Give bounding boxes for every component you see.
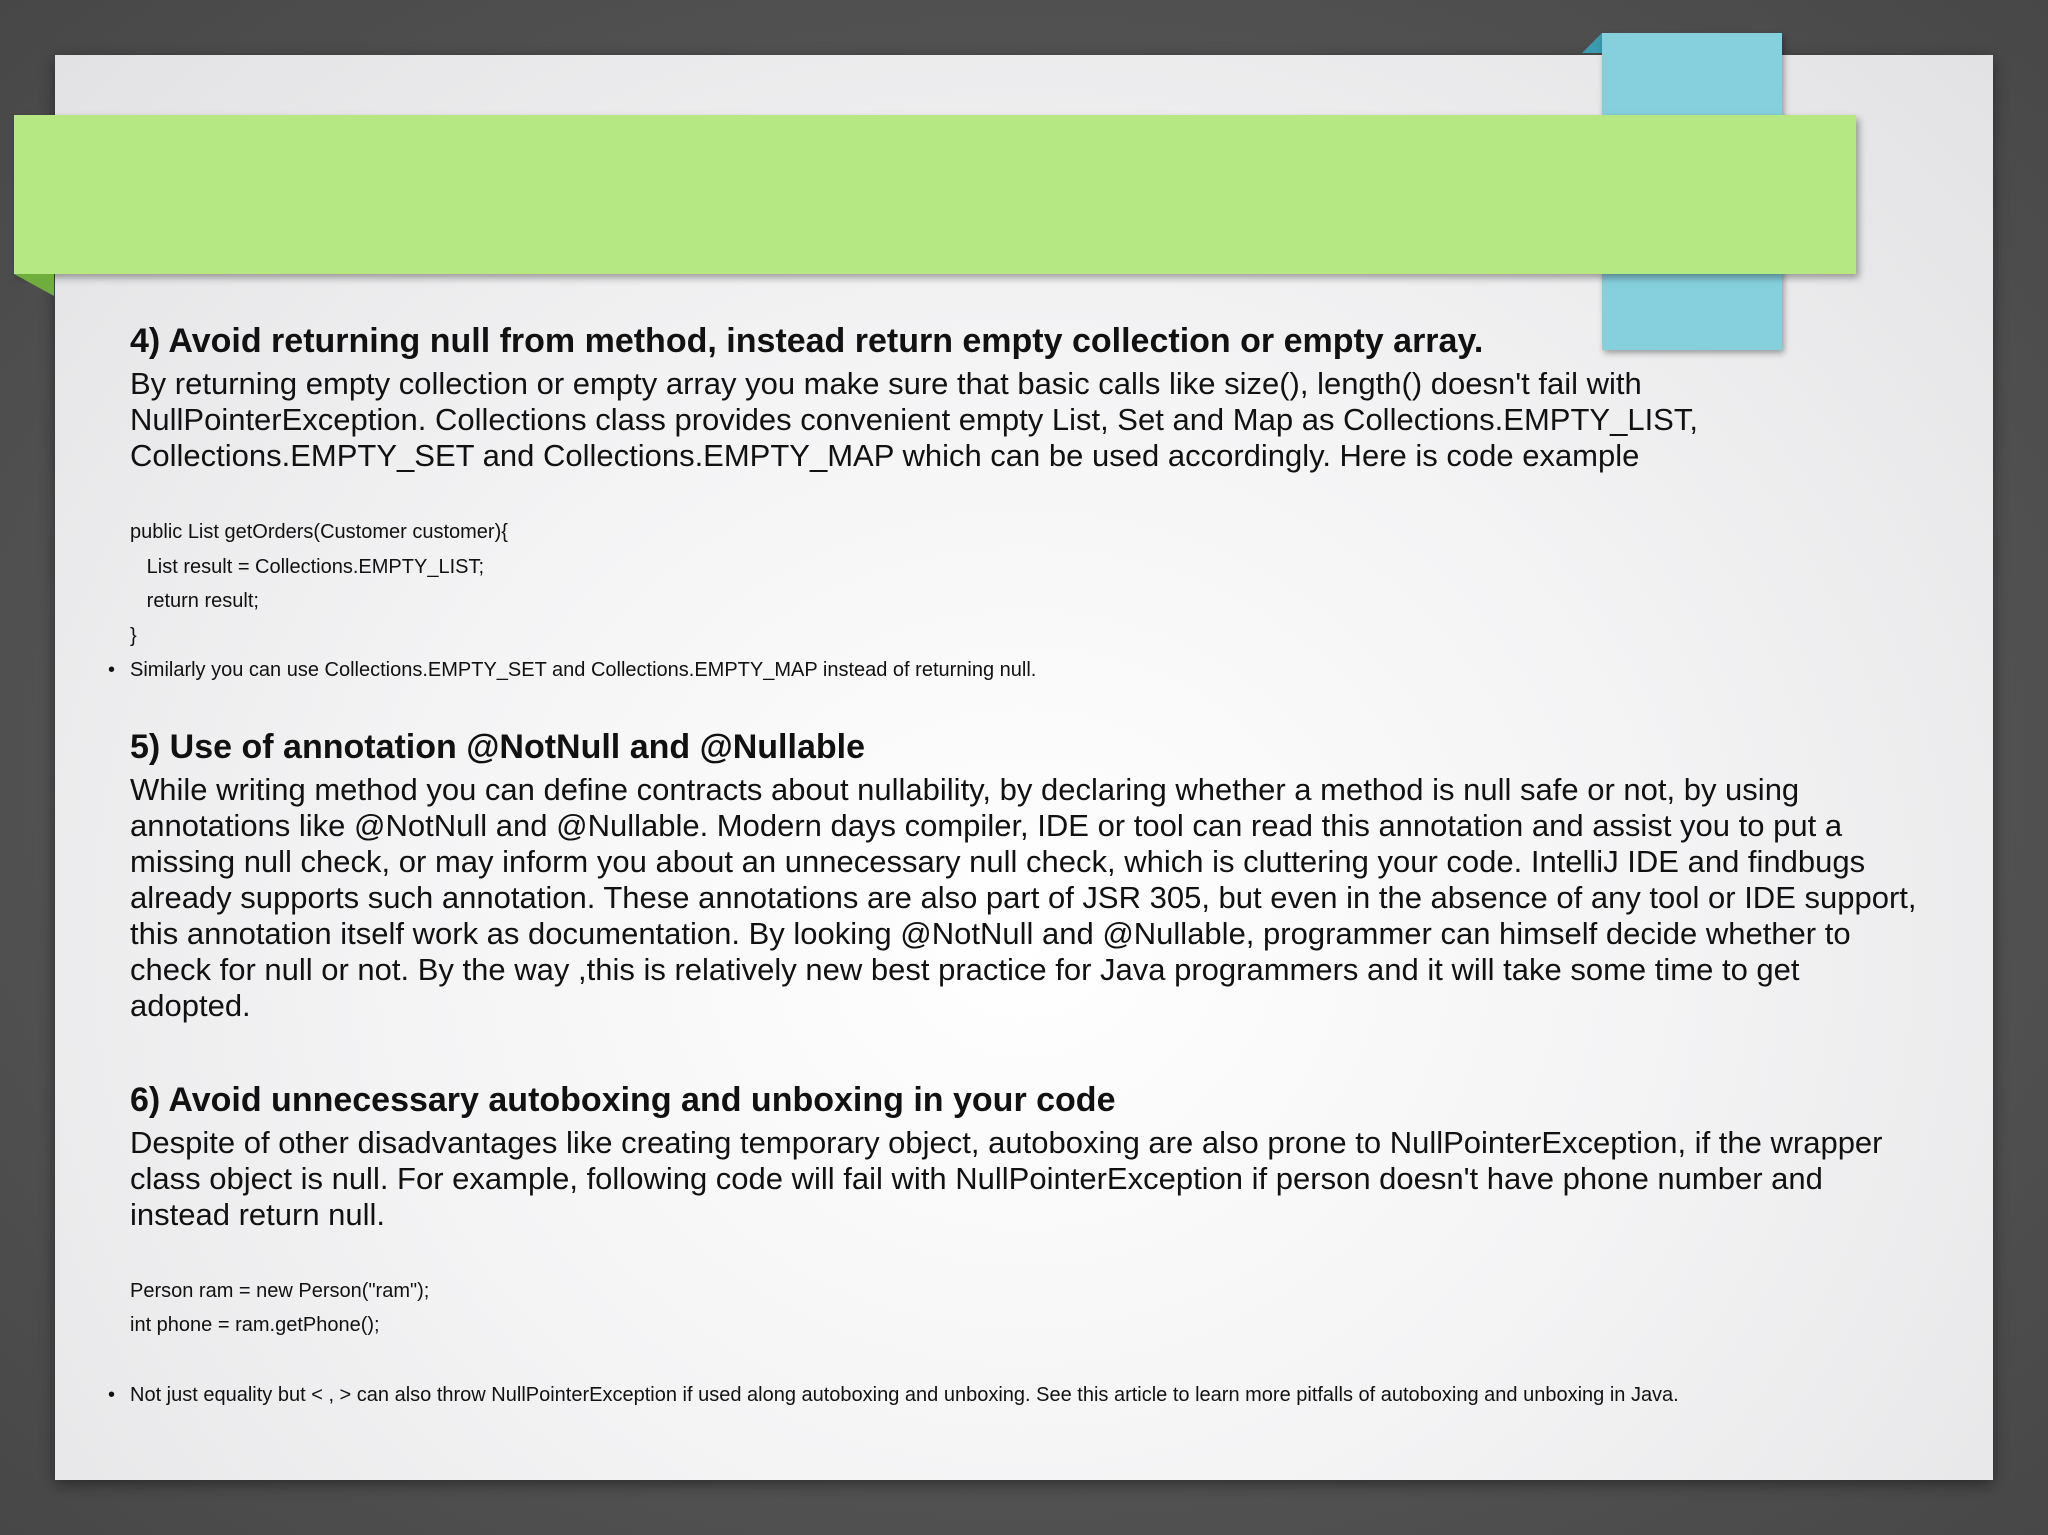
bullet-text: Not just equality but < , > can also throw NullPointerException if used along autoboxing and unboxing. See this article to learn more pitfalls of autoboxing and unboxing in Java. (130, 1383, 1679, 1406)
section-4-body: By returning empty collection or empty array you make sure that basic calls like size(), length() doesn't fail with NullPointerException. Collections class provides convenient empty List, Set and Map as Collections.EMPTY_LIST, Collections.EMPTY_SET and Collections.EMPTY_MAP which can be used accordingly. Here is code example (130, 366, 1698, 473)
bullet-dot-icon: • (108, 659, 116, 681)
code-line: } (130, 624, 137, 647)
blue-tab-fold (1582, 33, 1602, 53)
section-5-body: While writing method you can define contracts about nullability, by declaring whether a method is null safe or not, by using annotations like @NotNull and @Nullable. Modern days compiler, IDE or tool can read this annotation and assist you to put a missing null check, or may inform you about an unnecessary null check, which is cluttering your code. IntelliJ IDE and findbugs already supports such annotation. These annotations are also part of JSR 305, but even in the absence of any tool or IDE support, this annotation itself work as documentation. By looking @NotNull and @Nullable, programmer can himself decide whether to check for null or not. By the way ,this is relatively new best practice for Java programmers and it will take some time to get adopted. (130, 771, 1917, 1023)
code-line: return result; (130, 590, 259, 612)
section-4-bullet (108, 653, 1930, 688)
code-line: public List getOrders(Customer customer){ (130, 521, 508, 543)
section-4-code-block (130, 515, 1930, 653)
section-6-body: Despite of other disadvantages like creating temporary object, autoboxing are also prone to NullPointerException, if the wrapper class object is null. For example, following code will fail with NullPointerException if person doesn't have phone number and instead return null. (130, 1124, 1883, 1232)
section-4-heading: 4) Avoid returning null from method, instead return empty collection or empty array. (130, 322, 1484, 360)
section-5-heading: 5) Use of annotation @NotNull and @Nullable (130, 727, 865, 766)
code-line: Person ram = new Person("ram"); (130, 1279, 430, 1302)
code-line: int phone = ram.getPhone(); (130, 1314, 380, 1336)
slide-content (108, 318, 1930, 1412)
section-6-bullet (108, 1378, 1930, 1413)
bullet-text: Similarly you can use Collections.EMPTY_SET and Collections.EMPTY_MAP instead of returning null. (130, 659, 1037, 681)
code-line: List result = Collections.EMPTY_LIST; (130, 555, 485, 578)
title-banner-fold (14, 274, 54, 296)
section-6-heading: 6) Avoid unnecessary autoboxing and unboxing in your code (130, 1080, 1116, 1119)
title-banner (14, 115, 1856, 274)
section-6-code-block (130, 1274, 1930, 1343)
bullet-dot-icon: • (108, 1383, 116, 1406)
